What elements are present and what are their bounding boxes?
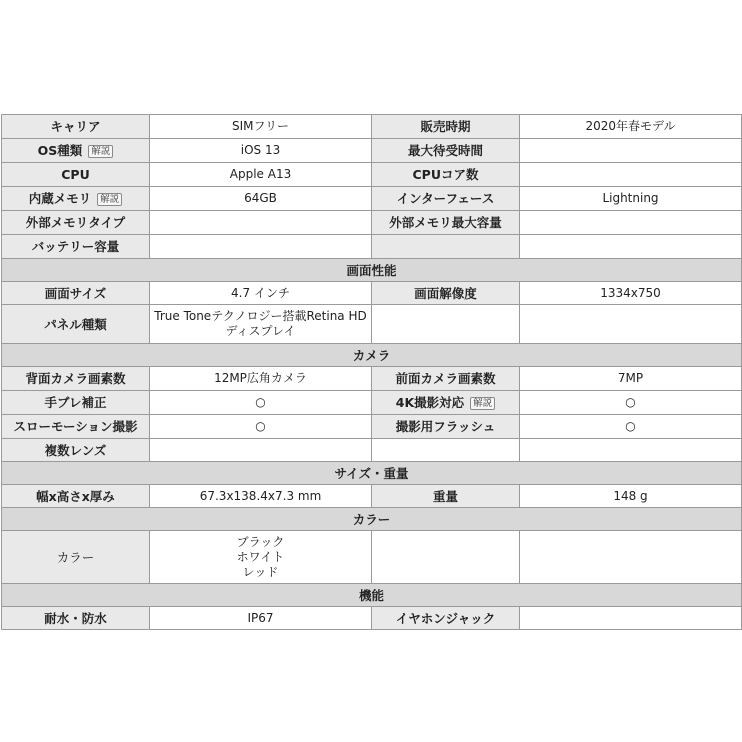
value-screen-size: 4.7 インチ — [150, 282, 372, 305]
value-headphone-jack — [520, 607, 742, 630]
section-header-color: カラー — [2, 508, 742, 531]
spec-row-stabilization — [2, 391, 742, 415]
value-panel-type: True Toneテクノロジー搭載Retina HD ディスプレイ — [150, 305, 372, 344]
label-os-cell — [2, 139, 150, 163]
value-os: iOS 13 — [150, 139, 372, 163]
spec-row-os — [2, 139, 742, 163]
section-row-camera — [2, 344, 742, 367]
label-waterproof: 耐水・防水 — [2, 607, 150, 630]
value-battery — [150, 235, 372, 259]
section-header-camera: カメラ — [2, 344, 742, 367]
label-carrier: キャリア — [2, 115, 150, 139]
value-dimensions: 67.3x138.4x7.3 mm — [150, 485, 372, 508]
spec-row-color — [2, 531, 742, 584]
section-row-display — [2, 259, 742, 282]
label-flash: 撮影用フラッシュ — [372, 415, 520, 439]
spec-row-camera-pixels — [2, 367, 742, 391]
section-header-features: 機能 — [2, 584, 742, 607]
value-empty-2 — [520, 305, 742, 344]
label-battery: バッテリー容量 — [2, 235, 150, 259]
label-dimensions: 幅x高さx厚み — [2, 485, 150, 508]
value-empty-3 — [520, 439, 742, 462]
spec-row-memory — [2, 187, 742, 211]
label-empty-4 — [372, 531, 520, 584]
label-slow-motion: スローモーション撮影 — [2, 415, 150, 439]
label-os: OS種類 — [37, 143, 83, 158]
label-headphone-jack: イヤホンジャック — [372, 607, 520, 630]
label-empty-1 — [372, 235, 520, 259]
value-release-period: 2020年春モデル — [520, 115, 742, 139]
spec-row-waterproof — [2, 607, 742, 630]
label-panel-type: パネル種類 — [2, 305, 150, 344]
section-row-features — [2, 584, 742, 607]
label-standby-time: 最大待受時間 — [372, 139, 520, 163]
label-color: カラー — [2, 531, 150, 584]
value-internal-memory: 64GB — [150, 187, 372, 211]
value-color: ブラック ホワイト レッド — [150, 531, 372, 584]
spec-row-external-memory — [2, 211, 742, 235]
label-4k-recording: 4K撮影対応 — [395, 395, 465, 410]
explain-button-4k[interactable]: 解説 — [470, 397, 495, 410]
value-empty-1 — [520, 235, 742, 259]
value-resolution: 1334x750 — [520, 282, 742, 305]
label-multi-lens: 複数レンズ — [2, 439, 150, 462]
spec-row-slowmotion — [2, 415, 742, 439]
section-row-color — [2, 508, 742, 531]
spec-table — [1, 114, 742, 630]
spec-row-cpu — [2, 163, 742, 187]
label-external-memory-max: 外部メモリ最大容量 — [372, 211, 520, 235]
value-rear-camera: 12MP広角カメラ — [150, 367, 372, 391]
value-carrier: SIMフリー — [150, 115, 372, 139]
spec-row-multi-lens — [2, 439, 742, 462]
label-empty-3 — [372, 439, 520, 462]
value-flash: ○ — [520, 415, 742, 439]
label-screen-size: 画面サイズ — [2, 282, 150, 305]
value-interface: Lightning — [520, 187, 742, 211]
value-front-camera: 7MP — [520, 367, 742, 391]
value-empty-4 — [520, 531, 742, 584]
label-stabilization: 手ブレ補正 — [2, 391, 150, 415]
value-cpu: Apple A13 — [150, 163, 372, 187]
label-internal-memory: 内蔵メモリ — [28, 191, 92, 206]
spec-row-dimensions — [2, 485, 742, 508]
value-weight: 148 g — [520, 485, 742, 508]
explain-button-os[interactable]: 解説 — [88, 145, 113, 158]
spec-row-carrier — [2, 115, 742, 139]
label-4k-cell — [372, 391, 520, 415]
label-memory-cell — [2, 187, 150, 211]
label-front-camera: 前面カメラ画素数 — [372, 367, 520, 391]
value-multi-lens — [150, 439, 372, 462]
label-empty-2 — [372, 305, 520, 344]
spec-row-panel — [2, 305, 742, 344]
explain-button-memory[interactable]: 解説 — [97, 193, 122, 206]
section-header-display: 画面性能 — [2, 259, 742, 282]
label-external-memory-type: 外部メモリタイプ — [2, 211, 150, 235]
label-interface: インターフェース — [372, 187, 520, 211]
value-stabilization: ○ — [150, 391, 372, 415]
label-cpu: CPU — [2, 163, 150, 187]
spec-row-battery — [2, 235, 742, 259]
value-4k-recording: ○ — [520, 391, 742, 415]
value-slow-motion: ○ — [150, 415, 372, 439]
value-external-memory-type — [150, 211, 372, 235]
label-resolution: 画面解像度 — [372, 282, 520, 305]
value-waterproof: IP67 — [150, 607, 372, 630]
label-release-period: 販売時期 — [372, 115, 520, 139]
label-weight: 重量 — [372, 485, 520, 508]
spec-row-screen — [2, 282, 742, 305]
section-row-size-weight — [2, 462, 742, 485]
value-standby-time — [520, 139, 742, 163]
section-header-size-weight: サイズ・重量 — [2, 462, 742, 485]
value-cpu-cores — [520, 163, 742, 187]
value-external-memory-max — [520, 211, 742, 235]
label-cpu-cores: CPUコア数 — [372, 163, 520, 187]
label-rear-camera: 背面カメラ画素数 — [2, 367, 150, 391]
